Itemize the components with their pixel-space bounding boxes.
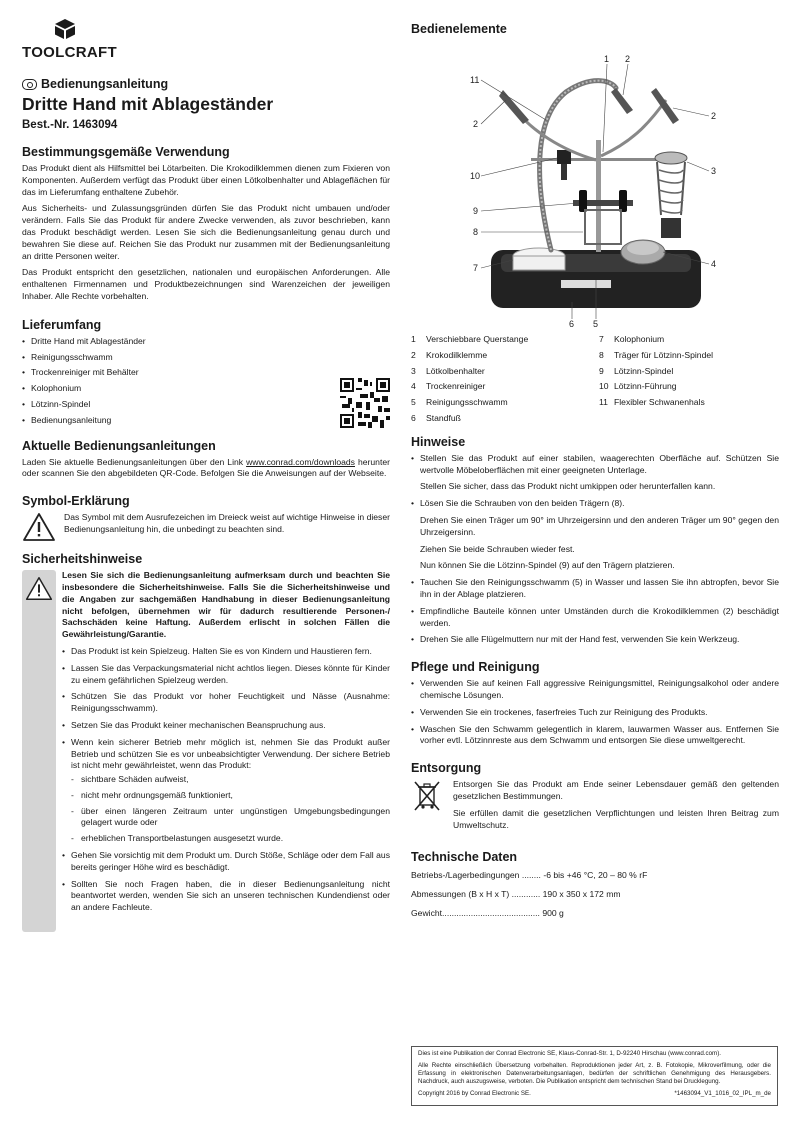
scope-list	[22, 336, 390, 427]
scope-section	[22, 336, 390, 427]
page-title: Dritte Hand mit Ablageständer	[22, 94, 274, 114]
callout-label: 10	[470, 171, 481, 181]
callout-label: 2	[711, 111, 717, 121]
symbols-row	[22, 512, 390, 542]
copyright: Copyright 2016 by Conrad Electronic SE.	[418, 1090, 531, 1097]
doc-type	[22, 77, 390, 91]
legend-number: 1	[411, 334, 416, 344]
notes-sub-text: Drehen Sie einen Träger um 90° im Uhrzeigersinn und den anderen Träger um 90° gegen den Uhrzeigersinn.	[420, 514, 779, 537]
legend-item	[599, 395, 779, 411]
legend-number: 9	[599, 365, 604, 376]
list-item: • Verwenden Sie ein trockenes, faserfreies Tuch zur Reinigung des Produkts.	[411, 707, 779, 719]
tech-row: Betriebs-/Lagerbedingungen ........ -6 bis +46 °C, 20 – 80 % rF	[411, 870, 648, 881]
legend-item	[599, 332, 779, 348]
legend-label: Trockenreiniger	[426, 381, 486, 392]
legend-item	[411, 379, 599, 395]
intended-use-heading: Bestimmungsgemäße Verwendung	[22, 145, 230, 159]
callout-label: 8	[473, 227, 479, 237]
callout-label: 7	[473, 263, 479, 273]
list-item: • Kolophonium	[22, 383, 390, 395]
list-item: • Verwenden Sie auf keinen Fall aggressive Reinigungsmittel, Reinigungsalkohol oder andere chemische Lösungen.	[411, 678, 779, 702]
legend-label: Flexibler Schwanenhals	[614, 397, 705, 408]
callout-label: 1	[604, 54, 610, 64]
list-item: • Bedienungsanleitung	[22, 415, 390, 427]
notes-list	[411, 498, 779, 510]
disposal-row	[411, 779, 779, 836]
imprint-line: Dies ist eine Publikation der Conrad Electronic SE, Klaus-Conrad-Str. 1, D-92240 Hirschau (www.conrad.com).	[418, 1050, 721, 1057]
legend-number: 3	[411, 365, 416, 376]
list-item: • Lösen Sie die Schrauben von den beiden Trägern (8).	[411, 498, 779, 510]
product-diagram	[411, 40, 779, 330]
legend-item	[411, 411, 599, 427]
symbols-heading: Symbol-Erklärung	[22, 494, 130, 509]
legend-label: Reinigungsschwamm	[426, 397, 508, 408]
tech-heading: Technische Daten	[411, 850, 518, 865]
notes-sub-text: Nun können Sie die Lötzinn-Spindel (9) auf den Trägern platzieren.	[420, 560, 675, 571]
legend-number: 6	[411, 412, 416, 423]
safety-intro: Lesen Sie sich die Bedienungsanleitung aufmerksam durch und beachten Sie insbesondere die Sicherheitshinweise. Falls Sie die Sicherheitshinweise und die Angaben zur sachgemäßen Handhabung in dieser Bedienungsanleitung nicht befolgen, übernehmen wir für dadurch resultierende Personen-/ Sachschäden keine Haftung. Außerdem erlischt in solchen Fällen die Gewährleistung/Garantie.	[62, 570, 390, 640]
list-item: - sichtbare Schäden aufweist,	[71, 774, 390, 786]
safety-list	[62, 646, 390, 914]
callout-label: 11	[470, 75, 480, 85]
safety-sub-list	[71, 774, 390, 845]
manual-icon	[22, 79, 37, 90]
tech-row: Gewicht......................................... 900 g	[411, 908, 564, 919]
intended-use-paragraph: Das Produkt entspricht den gesetzlichen, nationalen und europäischen Anforderungen. Alle enthaltenen Firmennamen und Produktbezeichnungen sind Warenzeichen der jeweiligen Inhaber. Alle Rechte vorbehalten.	[22, 267, 390, 301]
document-code: *1463094_V1_1016_02_IPL_m_de	[674, 1090, 771, 1097]
list-item: - erheblichen Transportbelastungen ausgesetzt wurde.	[71, 833, 390, 845]
list-item: • Reinigungsschwamm	[22, 352, 390, 364]
list-item: • Sollten Sie noch Fragen haben, die in dieser Bedienungsanleitung nicht beantwortet werden, wenden Sie sich an unseren technischen Kundendienst oder an andere Fachleute.	[62, 879, 390, 914]
legend-label: Standfuß	[426, 412, 461, 423]
legend-label: Verschiebbare Querstange	[426, 334, 529, 344]
symbols-text: Das Symbol mit dem Ausrufezeichen im Dreieck weist auf wichtige Hinweise in dieser Bedienungsanleitung hin, die unbedingt zu beachten sind.	[64, 512, 390, 534]
notes-sub-text: Ziehen Sie beide Schrauben wieder fest.	[420, 543, 575, 554]
callout-label: 4	[711, 259, 717, 269]
manuals-text	[22, 457, 390, 481]
list-item: • Stellen Sie das Produkt auf einer stabilen, waagerechten Oberfläche auf. Schützen Sie wertvolle Möbeloberflächen mit einer geeigneten Unterlage.	[411, 453, 779, 477]
left-column	[22, 18, 390, 932]
warning-triangle-icon	[25, 576, 53, 601]
list-item: • Dritte Hand mit Ablageständer	[22, 336, 390, 348]
qr-code-icon[interactable]	[340, 378, 390, 428]
list-item: • Empfindliche Bauteile können unter Umständen durch die Krokodilklemmen (2) beschädigt werden.	[411, 606, 779, 630]
notes-sub-text: Stellen Sie sicher, dass das Produkt nicht umkippen oder herunterfallen kann.	[420, 481, 716, 492]
crocodile-clip	[611, 88, 633, 114]
safety-section	[22, 570, 390, 932]
legend-number: 11	[599, 397, 608, 408]
legend-label: Lötzinn-Spindel	[614, 365, 674, 376]
disposal-paragraph: Sie erfüllen damit die gesetzlichen Verpflichtungen und leisten Ihren Beitrag zum Umweltschutz.	[453, 807, 779, 830]
crocodile-clip	[651, 88, 679, 124]
list-item: - über einen längeren Zeitraum unter ungünstigen Umgebungsbedingungen gelagert wurde oder	[71, 806, 390, 830]
notes-heading: Hinweise	[411, 434, 466, 449]
legend-number: 10	[599, 381, 609, 392]
safety-body	[62, 570, 390, 932]
safety-heading: Sicherheitshinweise	[22, 552, 143, 567]
downloads-link[interactable]: www.conrad.com/downloads	[246, 456, 355, 467]
legend-item	[599, 379, 779, 395]
manuals-heading: Aktuelle Bedienungsanleitungen	[22, 438, 216, 453]
list-item: • Drehen Sie alle Flügelmuttern nur mit der Hand fest, verwenden Sie kein Werkzeug.	[411, 634, 779, 646]
brand-logo	[22, 18, 390, 61]
callout-label: 3	[711, 166, 717, 176]
list-item: • Das Produkt ist kein Spielzeug. Halten Sie es von Kindern und Haustieren fern.	[62, 646, 390, 658]
list-item	[62, 737, 390, 845]
legend-item	[599, 348, 779, 364]
legend-number: 5	[411, 397, 416, 408]
legend-item	[411, 395, 599, 411]
right-column	[411, 22, 779, 925]
legend-label: Träger für Lötzinn-Spindel	[614, 349, 714, 360]
legend-number: 8	[599, 349, 604, 360]
imprint-bottom	[418, 1090, 771, 1097]
care-list	[411, 678, 779, 747]
legend-item	[411, 332, 599, 348]
list-item: • Schützen Sie das Produkt vor hoher Feuchtigkeit und Nässe (Ausnahme: Reinigungsschwamm).	[62, 691, 390, 715]
list-item: • Lassen Sie das Verpackungsmaterial nicht achtlos liegen. Dieses könnte für Kinder zu einem gefährlichen Spielzeug werden.	[62, 663, 390, 687]
safety-sidebar	[22, 570, 56, 932]
list-item: • Gehen Sie vorsichtig mit dem Produkt um. Durch Stöße, Schläge oder dem Fall aus bereits geringer Höhe wird es beschädigt.	[62, 850, 390, 874]
list-item: • Tauchen Sie den Reinigungsschwamm (5) in Wasser und lassen Sie ihn abtropfen, bevor Sie ihn in der Ablage platzieren.	[411, 577, 779, 601]
legend-item	[411, 348, 599, 364]
legend-number: 2	[411, 349, 416, 360]
legend-label: Lötkolbenhalter	[426, 365, 485, 376]
controls-legend	[411, 332, 779, 427]
callout-label: 5	[593, 319, 599, 329]
warning-triangle-icon	[22, 512, 56, 542]
care-heading: Pflege und Reinigung	[411, 660, 540, 675]
toolcraft-logo-icon	[54, 18, 76, 40]
callout-label: 2	[625, 54, 631, 64]
list-item: • Waschen Sie den Schwamm gelegentlich in klarem, lauwarmen Wasser aus. Entfernen Sie vorher evtl. Lötzinnreste aus dem Schwamm und entsorgen Sie diese umweltgerecht.	[411, 724, 779, 748]
notes-list	[411, 453, 779, 477]
intended-use-paragraph: Das Produkt dient als Hilfsmittel bei Lötarbeiten. Die Krokodilklemmen dienen zum Fixieren von Komponenten. Außerdem verfügt das Produkt über einen Lötkolbenhalter und Ablageflächen für das im Lieferumfang enthaltene Zubehör.	[22, 163, 390, 197]
list-item: • Lötzinn-Spindel	[22, 399, 390, 411]
disposal-paragraph: Entsorgen Sie das Produkt am Ende seiner Lebensdauer gemäß den geltenden gesetzlichen Bestimmungen.	[453, 779, 779, 801]
controls-heading: Bedienelemente	[411, 22, 507, 36]
intended-use-paragraph: Aus Sicherheits- und Zulassungsgründen dürfen Sie das Produkt nicht umbauen und/oder verändern. Falls Sie das Produkt für andere Zwecke verwenden, als zuvor beschrieben, kann das Produkt beschädigt werden. Lesen Sie sich die Bedienungsanleitung genau durch und bewahren Sie diese auf. Reichen Sie das Produkt nur zusammen mit der Bedienungsanleitung an dritte Personen weiter.	[22, 203, 390, 261]
legend-item	[411, 364, 599, 380]
crossed-bin-icon	[411, 779, 443, 813]
notes-list	[411, 577, 779, 646]
tech-row: Abmessungen (B x H x T) ............ 190 x 350 x 172 mm	[411, 889, 621, 900]
gooseneck	[540, 81, 616, 250]
disposal-heading: Entsorgung	[411, 761, 482, 776]
callout-label: 6	[569, 319, 575, 329]
imprint-line: Alle Rechte einschließlich Übersetzung vorbehalten. Reproduktionen jeder Art, z. B. Fotokopie, Mikroverfilmung, oder die Erfassung in elektronischen Datenverarbeitungsanlagen, bedürfen der schriftlichen Genehmigung des Herausgebers. Nachdruck, auch auszugsweise, verboten. Die Publikation entspricht dem technischen Stand bei Drucklegung.	[418, 1062, 771, 1085]
brand-name: TOOLCRAFT	[22, 44, 117, 61]
imprint-box	[411, 1046, 778, 1106]
list-item-text: Wenn kein sicherer Betrieb mehr möglich ist, nehmen Sie das Produkt außer Betrieb und schützen Sie es vor unbeabsichtigter Verwendung. Der sichere Betrieb ist nicht mehr gewährleistet, wenn das Produkt:	[71, 736, 390, 771]
solder-spindle	[579, 190, 587, 212]
callout-label: 2	[473, 119, 479, 129]
legend-item	[599, 364, 779, 380]
iron-holder	[655, 152, 687, 164]
manuals-text-before: Laden Sie aktuelle Bedienungsanleitungen über den Link	[22, 456, 247, 467]
scope-heading: Lieferumfang	[22, 317, 102, 332]
callout-label: 9	[473, 206, 479, 216]
legend-number: 7	[599, 334, 604, 344]
manuals-text-after: herunter oder scannen Sie den abgebildeten QR-Code. Befolgen Sie die Anweisungen auf der Webseite.	[22, 456, 390, 479]
doc-type-label: Bedienungsanleitung	[41, 77, 169, 91]
legend-label: Kolophonium	[614, 334, 665, 344]
disposal-text	[453, 779, 779, 836]
list-item: • Trockenreiniger mit Behälter	[22, 367, 390, 379]
legend-label: Krokodilklemme	[426, 349, 488, 360]
list-item: - nicht mehr ordnungsgemäß funktioniert,	[71, 790, 390, 802]
legend-number: 4	[411, 381, 416, 392]
legend-label: Lötzinn-Führung	[614, 381, 677, 392]
article-number: Best.-Nr. 1463094	[22, 119, 118, 131]
list-item: • Setzen Sie das Produkt keiner mechanischen Beanspruchung aus.	[62, 720, 390, 732]
